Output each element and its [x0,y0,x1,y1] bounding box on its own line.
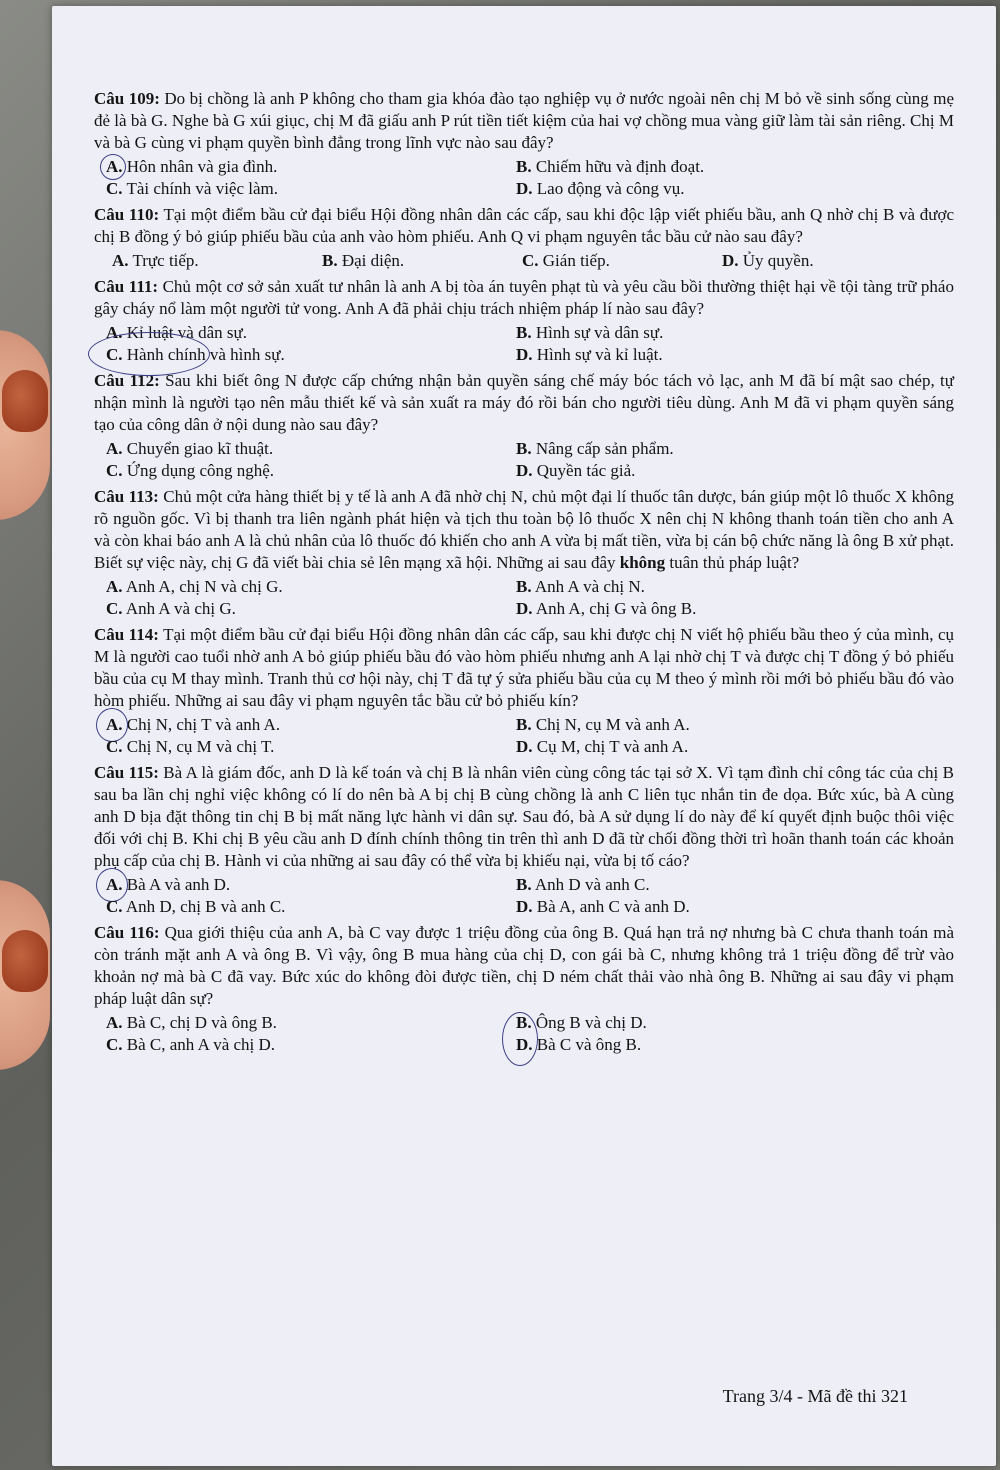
option-a[interactable] [106,714,516,736]
option-letter: C. [106,897,123,916]
question-text: Sau khi biết ông N được cấp chứng nhận bản quyền sáng chế máy bóc tách vỏ lạc, anh M đã bí mật sao chép, tự nhận mình là người tạo nên mẫu thiết kế và sản xuất ra máy đó rồi bán cho người tiêu dùng. Anh M đã vi phạm quyền sáng tạo của công dân ở nội dung nào sau đây? [94,371,954,434]
question-stem [94,762,954,872]
option-a[interactable] [106,576,516,598]
fingernail [2,930,48,992]
option-letter: D. [722,251,739,270]
question-stem [94,624,954,712]
option-b[interactable] [516,714,936,736]
option-b[interactable] [516,576,936,598]
option-letter: A. [106,875,123,894]
option-text: Anh D, chị B và anh C. [125,897,286,916]
option-d[interactable] [722,250,922,272]
option-text: Bà C, anh A và chị D. [126,1035,276,1054]
option-a[interactable] [106,438,516,460]
question-text: Chủ một cửa hàng thiết bị y tế là anh A đã nhờ chị N, chủ một đại lí thuốc tân dược, bán giúp một lô thuốc X không rõ nguồn gốc. Vì bị thanh tra liên ngành phát hiện và tịch thu toàn bộ lô thuốc X nên chị N không thanh toán tiền cho anh A và còn khai báo anh A là chủ nhân của lô thuốc đó khiến cho anh A vừa bị mất tiền, vừa bị cán bộ chức năng là ông B xử phạt. Biết sự việc này, chị G đã viết bài chia sẻ lên mạng xã hội. Những ai sau đây [94,487,954,572]
option-text: Chị N, cụ M và chị T. [126,737,275,756]
option-letter: D. [516,897,533,916]
option-text: Chiếm hữu và định đoạt. [535,157,705,176]
option-a[interactable] [106,156,516,178]
question-109 [94,88,954,200]
option-letter: D. [516,179,533,198]
option-letter: A. [106,323,123,342]
question-label: Câu 109: [94,89,160,108]
option-list [106,1012,954,1056]
question-text: Bà A là giám đốc, anh D là kế toán và chị B là nhân viên cùng công tác tại sở X. Vì tạm đình chỉ công tác của chị B sau ba lần chị nghỉ việc không có lí do nên bà A bị chị B cùng chồng là anh C liên tục nhắn tin đe dọa. Bức xúc, bà A cùng anh D bịa đặt thông tin chị B bị mất năng lực hành vi dân sự. Sau đó, bà A sử dụng lí do này để kí quyết định buộc thôi việc đối với chị B. Khi chị B yêu cầu anh D đính chính thông tin trên thì anh D đã từ chối đồng thời trì hoãn thanh toán các khoản phụ cấp của chị B. Hành vi của những ai sau đây có thể vừa bị khiếu nại, vừa bị tố cáo? [94,763,954,870]
option-list [106,156,954,200]
option-a[interactable] [112,250,322,272]
option-text: Chị N, chị T và anh A. [126,715,281,734]
option-text: Đại diện. [341,251,405,270]
option-text: Nâng cấp sản phẩm. [535,439,674,458]
fingernail [2,370,48,432]
question-stem [94,486,954,574]
option-list [106,438,954,482]
question-text: Tại một điểm bầu cử đại biểu Hội đồng nhân dân các cấp, sau khi được chị N viết hộ phiếu bầu theo ý của mình, cụ M là người cao tuổi nhờ anh A bỏ giúp phiếu bầu đó vào hòm phiếu nhưng anh A lại nhờ chị T và được chị T đồng ý bỏ phiếu bầu của cụ M thay mình. Tranh thủ cơ hội này, chị T đã tự ý sửa phiếu bầu của cụ M theo ý mình rồi mới bỏ phiếu bầu đó vào hòm phiếu. Những ai sau đây vi phạm nguyên tắc bầu cử bỏ phiếu kín? [94,625,954,710]
option-d[interactable] [516,460,936,482]
option-b[interactable] [516,322,936,344]
question-text: Do bị chồng là anh P không cho tham gia khóa đào tạo nghiệp vụ ở nước ngoài nên chị M bỏ về sinh sống cùng mẹ đẻ là bà G. Nghe bà G xúi giục, chị M đã giấu anh P rút tiền tiết kiệm của hai vợ chồng mua vàng giữ làm tài sản riêng. Chị M và bà G cùng vi phạm quyền bình đẳng trong lĩnh vực nào sau đây? [94,89,955,152]
question-stem [94,88,954,154]
question-stem [94,204,954,248]
option-text: Lao động và công vụ. [536,179,685,198]
question-label: Câu 116: [94,923,160,942]
question-115 [94,762,954,918]
option-c[interactable] [106,344,516,366]
page-footer: Trang 3/4 - Mã đề thi 321 [722,1386,908,1406]
option-c[interactable] [106,736,516,758]
question-114 [94,624,954,758]
option-c[interactable] [106,1034,516,1056]
option-letter: A. [106,157,123,176]
option-letter: A. [112,251,129,270]
option-text: Tài chính và việc làm. [126,179,279,198]
option-letter: C. [106,1035,123,1054]
question-text: Tại một điểm bầu cử đại biểu Hội đồng nhân dân các cấp, sau khi độc lập viết phiếu bầu, anh Q nhờ chị B và được chị B đồng ý bỏ giúp phiếu bầu của anh vào hòm phiếu. Anh Q vi phạm nguyên tắc bầu cử nào sau đây? [94,205,954,246]
exam-page [52,6,996,1466]
option-text: Bà C, chị D và ông B. [126,1013,277,1032]
finger [0,330,50,520]
option-text: Hình sự và kỉ luật. [536,345,663,364]
option-letter: C. [106,599,123,618]
option-letter: C. [106,345,123,364]
option-letter: B. [516,715,532,734]
option-text: Hành chính và hình sự. [126,345,285,364]
option-a[interactable] [106,874,516,896]
question-text: Chủ một cơ sở sản xuất tư nhân là anh A bị tòa án tuyên phạt tù và yêu cầu bồi thường thiệt hại về tội tàng trữ pháo gây cháy nổ làm một người tử vong. Anh A đã phải chịu trách nhiệm pháp lí nào sau đây? [94,277,954,318]
question-stem [94,370,954,436]
option-d[interactable] [516,896,936,918]
option-letter: A. [106,577,123,596]
option-letter: D. [516,461,533,480]
option-a[interactable] [106,322,516,344]
option-d[interactable] [516,598,936,620]
question-label: Câu 113: [94,487,159,506]
question-label: Câu 114: [94,625,159,644]
question-112 [94,370,954,482]
option-letter: C. [522,251,539,270]
finger [0,880,50,1070]
option-list [106,714,954,758]
option-d[interactable] [516,344,936,366]
question-stem [94,276,954,320]
option-c[interactable] [106,460,516,482]
option-list [106,874,954,918]
option-letter: B. [516,875,532,894]
option-text: Trực tiếp. [132,251,199,270]
option-text: Ủy quyền. [742,251,814,270]
option-text: Anh A, chị N và chị G. [125,577,283,596]
option-letter: D. [516,737,533,756]
question-emphasis: không [619,553,666,572]
question-stem [94,922,954,1010]
option-text: Bà A, anh C và anh D. [536,897,690,916]
option-letter: A. [106,1013,123,1032]
option-letter: C. [106,179,123,198]
option-letter: C. [106,737,123,756]
option-b[interactable] [516,156,936,178]
option-text: Bà A và anh D. [126,875,231,894]
option-letter: B. [516,323,532,342]
option-letter: B. [516,157,532,176]
question-111 [94,276,954,366]
option-list [112,250,954,272]
option-a[interactable] [106,1012,516,1034]
option-text: Hôn nhân và gia đình. [126,157,278,176]
option-text: Ứng dụng công nghệ. [126,461,275,480]
option-text: Anh D và anh C. [534,875,650,894]
option-d[interactable] [516,736,936,758]
option-text: Anh A và chị N. [534,577,645,596]
option-text: Anh A và chị G. [125,599,236,618]
option-text: Anh A, chị G và ông B. [535,599,697,618]
option-text: Cụ M, chị T và anh A. [536,737,689,756]
question-text: Qua giới thiệu của anh A, bà C vay được 1 triệu đồng của ông B. Quá hạn trả nợ nhưng bà C chưa thanh toán mà còn tránh mặt anh A và ông B. Vì vậy, ông B mua hàng của chị D, con gái bà C, nhưng không trả 1 triệu đồng để trừ vào khoản nợ mà bà C đã vay. Bức xúc do không đòi được tiền, chị D ném chất thải vào nhà ông B. Những ai sau đây vi phạm pháp luật dân sự? [94,923,954,1008]
option-letter: C. [106,461,123,480]
question-116 [94,922,954,1056]
option-b[interactable] [516,438,936,460]
option-b[interactable] [516,1012,936,1034]
option-letter: B. [516,439,532,458]
question-label: Câu 112: [94,371,160,390]
option-b[interactable] [516,874,936,896]
option-c[interactable] [106,598,516,620]
option-c[interactable] [106,896,516,918]
question-label: Câu 111: [94,277,159,296]
option-list [106,576,954,620]
option-b[interactable] [322,250,522,272]
question-text-end: tuân thủ pháp luật? [669,553,800,572]
option-c[interactable] [106,178,516,200]
option-text: Kỉ luật và dân sự. [126,323,247,342]
option-text: Chị N, cụ M và anh A. [535,715,690,734]
option-letter: A. [106,439,123,458]
question-113 [94,486,954,620]
option-letter: B. [516,577,532,596]
question-label: Câu 110: [94,205,160,224]
option-text: Hình sự và dân sự. [535,323,664,342]
option-c[interactable] [522,250,722,272]
option-text: Ông B và chị D. [535,1013,647,1032]
option-text: Chuyển giao kĩ thuật. [126,439,274,458]
option-letter: B. [322,251,338,270]
option-letter: D. [516,1035,533,1054]
option-letter: D. [516,345,533,364]
option-letter: B. [516,1013,532,1032]
option-list [106,322,954,366]
option-letter: A. [106,715,123,734]
exam-content [94,88,954,1060]
option-d[interactable] [516,178,936,200]
question-label: Câu 115: [94,763,159,782]
question-110 [94,204,954,272]
option-text: Quyền tác giả. [536,461,636,480]
option-d[interactable] [516,1034,936,1056]
option-letter: D. [516,599,533,618]
option-text: Bà C và ông B. [536,1035,642,1054]
option-text: Gián tiếp. [542,251,610,270]
